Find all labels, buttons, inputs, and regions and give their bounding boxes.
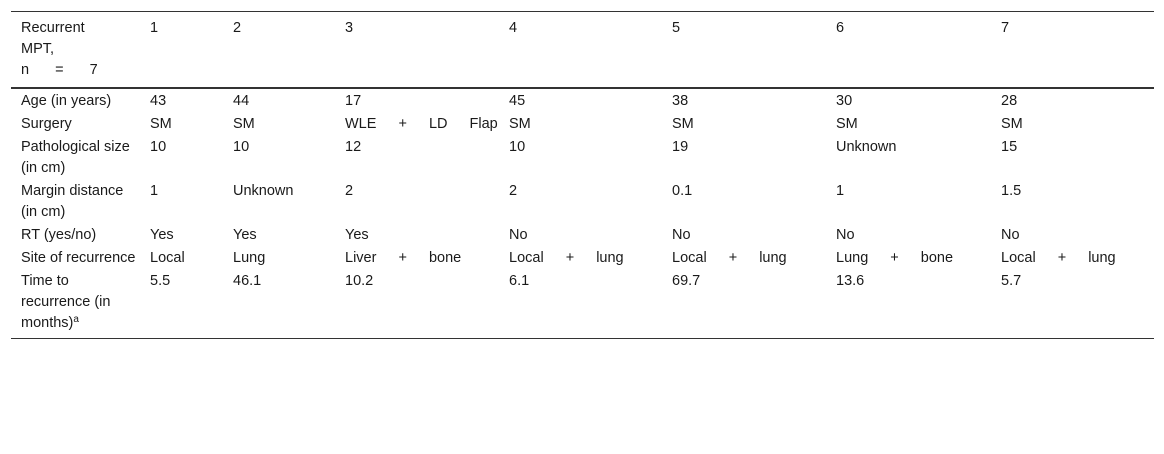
table-cell: Local + lung <box>509 250 624 266</box>
table-cell: Liver + bone <box>345 250 462 266</box>
header-case-cell: 5 <box>672 20 681 36</box>
table-cell: No <box>672 227 691 243</box>
table-cell: 2 <box>509 183 518 199</box>
table-cell: SM <box>836 116 858 132</box>
header-row <box>11 12 1154 89</box>
table-cell: 5.5 <box>150 273 171 289</box>
table-cell: 1.5 <box>1001 183 1022 199</box>
header-label-line: MPT, <box>21 41 55 57</box>
header-case-cell: 4 <box>509 20 518 36</box>
table-cell: No <box>509 227 528 243</box>
table-row <box>11 181 1154 225</box>
row-label: Site of recurrence <box>21 250 136 266</box>
table-cell: 10 <box>233 139 250 155</box>
header-case-cell: 2 <box>233 20 242 36</box>
table-cell: 12 <box>345 139 362 155</box>
table-cell: SM <box>509 116 531 132</box>
table-cell: 43 <box>150 93 167 109</box>
table-cell: Yes <box>345 227 369 243</box>
table-container <box>11 11 1154 339</box>
row-label-text: Time to recurrence (in months) <box>21 273 111 331</box>
table-cell: 6.1 <box>509 273 530 289</box>
table-cell: 10.2 <box>345 273 374 289</box>
table-cell: Lung + bone <box>836 250 954 266</box>
table-cell: 45 <box>509 93 526 109</box>
table-cell: 5.7 <box>1001 273 1022 289</box>
header-case-cell: 3 <box>345 20 354 36</box>
table-cell: SM <box>233 116 255 132</box>
header-case-cell: 1 <box>150 20 159 36</box>
table-cell: 13.6 <box>836 273 865 289</box>
table-cell: No <box>836 227 855 243</box>
header-label-cell <box>11 12 140 89</box>
table-cell: 15 <box>1001 139 1018 155</box>
footnote-marker: a <box>73 314 79 325</box>
table-cell: 28 <box>1001 93 1018 109</box>
table-cell: 1 <box>150 183 159 199</box>
table-cell: SM <box>150 116 172 132</box>
table-cell: 17 <box>345 93 362 109</box>
table-cell: No <box>1001 227 1020 243</box>
row-label: Pathological size (in cm) <box>21 139 130 176</box>
header-case-cell: 6 <box>836 20 845 36</box>
table-cell: 44 <box>233 93 250 109</box>
table-cell: 1 <box>836 183 845 199</box>
table-row <box>11 225 1154 248</box>
header-label-line: n = 7 <box>21 62 98 78</box>
table-cell: 10 <box>150 139 167 155</box>
table-cell: 30 <box>836 93 853 109</box>
table-cell: 19 <box>672 139 689 155</box>
row-label: RT (yes/no) <box>21 227 97 243</box>
table-row <box>11 114 1154 137</box>
table-row <box>11 271 1154 339</box>
table-row <box>11 137 1154 181</box>
row-label: Margin distance (in cm) <box>21 183 124 220</box>
table-cell: Unknown <box>836 139 897 155</box>
table-cell: 0.1 <box>672 183 693 199</box>
table-cell: 38 <box>672 93 689 109</box>
table-cell: Lung <box>233 250 266 266</box>
row-label: Age (in years) <box>21 93 112 109</box>
table-cell: 46.1 <box>233 273 262 289</box>
table-cell: SM <box>1001 116 1023 132</box>
table-cell: 69.7 <box>672 273 701 289</box>
table-cell: Local + lung <box>1001 250 1116 266</box>
table-cell: WLE + LD Flap <box>345 116 498 132</box>
table-cell: SM <box>672 116 694 132</box>
table-cell: 10 <box>509 139 526 155</box>
table-cell: 2 <box>345 183 354 199</box>
table-row <box>11 248 1154 271</box>
table-cell: Local + lung <box>672 250 787 266</box>
table-cell: Yes <box>150 227 174 243</box>
table-cell: Yes <box>233 227 257 243</box>
table-row <box>11 88 1154 114</box>
row-label: Surgery <box>21 116 72 132</box>
recurrence-table <box>11 11 1154 339</box>
row-label <box>11 271 140 339</box>
header-case-cell: 7 <box>1001 20 1010 36</box>
table-cell: Unknown <box>233 183 294 199</box>
header-label-line: Recurrent <box>21 20 85 36</box>
table-cell: Local <box>150 250 185 266</box>
